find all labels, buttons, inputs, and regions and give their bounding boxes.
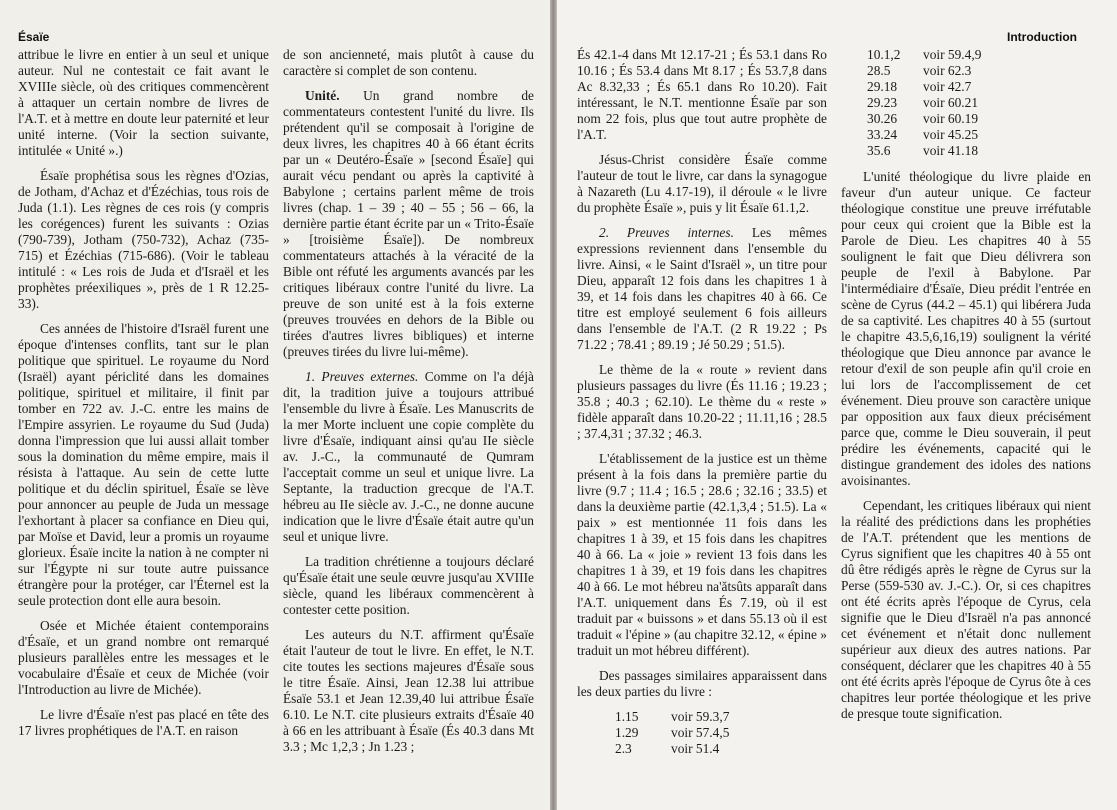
paragraph: Ésaïe prophétisa sous les règnes d'Ozias, de Jotham, d'Achaz et d'Ézéchias, tous rois de Juda (1.1). Les règnes de ces rois (y compris les corégences) furent les suivants : Ozias (790-739), Jotham (750-732), Achaz (735-715) et Ézéchias (715-686). (Voir le tableau intitulé : « Les rois de Juda et d'Israël et les prophètes préexiliques », près de 1 R 12.25-33). [18,168,269,311]
subsection-title-preuves-internes: 2. Preuves internes. [599,225,734,240]
paragraph: Jésus-Christ considère Ésaïe comme l'auteur de tout le livre, car dans la synagogue à Nazareth (Lu 4.17-19), il déroule « le livre du prophète Ésaïe », puis y lit Ésaïe 61.1,2. [577,152,827,215]
reference-target: voir 59.4,9 [923,47,982,62]
reference-row [867,47,1091,63]
reference-target: voir 57.4,5 [671,725,730,740]
reference-source: 29.23 [867,95,898,110]
reference-source: 1.29 [615,725,639,740]
reference-list-2 [841,47,1091,159]
paragraph: L'établissement de la justice est un thème présent à la fois dans la première partie du livre (9.7 ; 11.4 ; 16.5 ; 28.6 ; 32.16 ; 33.5) et dans la deuxième partie (42.1,3,4 ; 51.5). La « paix » est mentionnée 11 fois dans les chapitres 1 à 39, et 15 fois dans les chapitres 40 à 66. La « joie » revient 13 fois dans les chapitres 1 à 39, et 19 fois dans les chapitres 40 à 66. Le mot hébreu na'ătsûts apparaît dans l'A.T. uniquement dans És 7.19, où il est traduit par « buissons » et dans 55.13 où il est traduit « l'épine » (au chapitre 32.12, « épine » traduit un mot hébreu différent). [577,451,827,658]
reference-target: voir 45.25 [923,127,979,142]
reference-target: voir 60.21 [923,95,979,110]
reference-target: voir 51.4 [671,741,720,756]
reference-source: 30.26 [867,111,898,126]
reference-target: voir 42.7 [923,79,972,94]
paragraph: Des passages similaires apparaissent dans les deux parties du livre : [577,668,827,699]
reference-row [867,63,1091,79]
reference-target: voir 60.19 [923,111,979,126]
left-column-2 [283,47,534,764]
paragraph: Le thème de la « route » revient dans plusieurs passages du livre (És 11.16 ; 19.23 ; 35.8 ; 40.3 ; 62.10). Le thème du « reste » fidèle apparaît dans 10.20-22 ; 11.11,16 ; 28.5 ; 37.4,31 ; 37.32 ; 46.3. [577,362,827,441]
right-column-2 [841,47,1091,767]
paragraph: attribue le livre en entier à un seul et unique auteur. Nul ne contestait ce fait avant le XVIIIe siècle, où des critiques commencèrent à attaquer un certain nombre de livres de l'A.T. et à mettre en doute leur paternité et leur unité interne. (Voir la section suivante, intitulée « Unité ».) [18,47,269,158]
paragraph-text: Comme on l'a déjà dit, la tradition juive a toujours attribué l'ensemble du livre à Ésaïe. Les Manuscrits de la mer Morte incluent une copie complète du livre d'Ésaïe, indiquant ainsi qu'au IIe siècle av. J.-C., la communauté de Qumram l'acceptait comme un seul et unique livre. La Septante, la traduction grecque de l'A.T. hébreu au IIe siècle av. J.-C., ne donne aucune indication que le livre d'Ésaïe était autre qu'un seul et unique livre. [283,369,534,544]
reference-row [867,127,1091,143]
reference-row [615,709,827,725]
reference-row [867,111,1091,127]
paragraph: Ces années de l'histoire d'Israël furent une époque d'intenses conflits, tant sur le plan politique que spirituel. Le royaume du Nord (Israël) ayant périclité dans les domaines politique, spirituel et militaire, il finit par tomber en 722 av. J.-C. entre les mains de l'Empire assyrien. Le royaume du Sud (Juda) donna l'impression que lui aussi allait tomber sous la domination du même empire, mais il résista à l'attaque. Au sein de cette lutte politique et du déclin spirituel, Ésaïe se lève pour annoncer au peuple de Juda un message l'exhortant à placer sa confiance en Dieu qui, par Moïse et David, leur a promis un royaume glorieux. Ésaïe incite la nation à ne compter ni sur l'Égypte ni sur toute autre puissance étrangère pour la protéger, car l'Éternel est la seule protection dont elle aura besoin. [18,321,269,608]
reference-row [867,79,1091,95]
reference-source: 29.18 [867,79,898,94]
reference-source: 1.15 [615,709,639,724]
reference-target: voir 41.18 [923,143,979,158]
paragraph: Cependant, les critiques libéraux qui nient la réalité des prédictions dans les prophéties de l'A.T. prétendent que les mentions de Cyrus signifient que les chapitres 40 à 55 ont dû être rédigés après le règne de Cyrus sur la Perse (559-530 av. J.-C.). Or, si ces chapitres ont été écrits après l'époque de Cyrus, cela signifie que le Dieu d'Israël n'a pas annoncé cet événement et n'était donc nullement supérieur aux dieux des autres nations. Par conséquent, déclarer que les chapitres 40 à 55 ont été écrits après l'époque de Cyrus ôte à ces chapitres leur portée théologique et les prive de presque toute signification. [841,498,1091,721]
subsection-title-preuves-externes: 1. Preuves externes. [305,369,419,384]
running-header-left: Ésaïe [18,30,50,44]
paragraph-unite [283,88,534,360]
reference-row [867,95,1091,111]
paragraph-preuves-internes [577,225,827,353]
reference-source: 35.6 [867,143,891,158]
paragraph-preuves-externes [283,369,534,545]
left-columns [18,47,534,764]
paragraph: de son ancienneté, mais plutôt à cause du caractère si complet de son contenu. [283,47,534,78]
section-title-unite: Unité. [305,88,340,103]
paragraph: És 42.1-4 dans Mt 12.17-21 ; És 53.1 dans Ro 10.16 ; És 53.4 dans Mt 8.17 ; És 53.7,8 dans Ac 8.32,33 ; És 65.1 dans Ro 10.20). Fait intéressant, le N.T. mentionne Ésaïe par son nom 22 fois, plus que tout autre prophète de l'A.T. [577,47,827,142]
reference-row [867,143,1091,159]
reference-list-1 [577,709,827,757]
reference-target: voir 62.3 [923,63,972,78]
reference-row [615,725,827,741]
paragraph-text: Un grand nombre de commentateurs contestent l'unité du livre. Ils prétendent qu'il se composait à l'origine de deux livres, les chapitres 40 à 66 étant écrits par un « Deutéro-Ésaïe » [second Ésaïe] qui aurait vécu pendant ou après la captivité à Babylone ; certains parlent même de trois livres (chap. 1 – 39 ; 40 – 55 ; 56 – 66, la dernière partie étant écrite par un « Trito-Ésaïe » [troisième Ésaïe]). De nombreux commentateurs attachés à la véracité de la Bible ont réfuté les arguments avancés par les critiques libéraux contre l'unité du livre. La preuve de son unité est à la fois externe (preuves trouvées en dehors de la Bible ou tirées d'autres livres bibliques) et interne (preuves tirées du livre lui-même). [283,88,534,359]
paragraph-text: Les mêmes expressions reviennent dans l'ensemble du livre. Ainsi, « le Saint d'Israël », un titre pour Dieu, apparaît 12 fois dans les chapitres 1 à 39, et 14 fois dans les chapitres 40 à 66. Ce titre est employé seulement 6 fois ailleurs dans l'ensemble de l'A.T. (2 R 19.22 ; Ps 71.22 ; 78.41 ; 89.19 ; Jé 50.29 ; 51.5). [577,225,827,352]
paragraph: Les auteurs du N.T. affirment qu'Ésaïe était l'auteur de tout le livre. En effet, le N.T. cite toutes les sections majeures d'Ésaïe sous le titre Ésaïe. Ainsi, Jean 12.38 lui attribue Ésaïe 53.1 et Jean 12.39,40 lui attribue Ésaïe 6.10. Le N.T. cite plusieurs extraits d'Ésaïe 40 à 66 en les attribuant à Ésaïe (És 40.3 dans Mt 3.3 ; Mc 1,2,3 ; Jn 1.23 ; [283,627,534,754]
paragraph: Le livre d'Ésaïe n'est pas placé en tête des 17 livres prophétiques de l'A.T. en raison [18,707,269,738]
running-header-right: Introduction [1007,30,1077,44]
reference-row [615,741,827,757]
reference-source: 33.24 [867,127,898,142]
paragraph: Osée et Michée étaient contemporains d'Ésaïe, et un grand nombre ont remarqué plusieurs parallèles entre les messages et le vocabulaire d'Ésaïe et ceux de Michée (voir l'Introduction au livre de Michée). [18,618,269,697]
left-column-1 [18,47,269,764]
paragraph: L'unité théologique du livre plaide en faveur d'un auteur unique. Ce facteur théologique constitue une preuve irréfutable pour ceux qui croient que la Bible est la Parole de Dieu. Les chapitres 40 à 55 soulignent le fait que Dieu délivrera son peuple de l'exil à Babylone. Par l'intermédiaire d'Ésaïe, Dieu prédit l'entrée en scène de Cyrus (44.2 – 45.1) qui libérera Juda de sa captivité. Les chapitres 40 à 55 (surtout le chapitre 43.5,6,16,19) soulignent la vérité théologique que Dieu annonce par avance le retour d'exil de son peuple afin qu'il croie en lui lors de l'accomplissement de cet événement. Dieu prouve son caractère unique par opposition aux faux dieux précisément parce que, comme le Dieu souverain, il peut prédire les événements, capacité qui le distingue grandement des idoles des nations avoisinantes. [841,169,1091,488]
reference-source: 2.3 [615,741,632,756]
paragraph: La tradition chrétienne a toujours déclaré qu'Ésaïe était une seule œuvre jusqu'au XVIIIe siècle, quand les libéraux commencèrent à contester cette position. [283,554,534,617]
book-gutter [550,0,557,810]
right-page [557,0,1117,810]
reference-source: 10.1,2 [867,47,901,62]
reference-target: voir 59.3,7 [671,709,730,724]
reference-source: 28.5 [867,63,891,78]
right-column-1 [577,47,827,767]
left-page [0,0,550,810]
right-columns [577,47,1091,767]
